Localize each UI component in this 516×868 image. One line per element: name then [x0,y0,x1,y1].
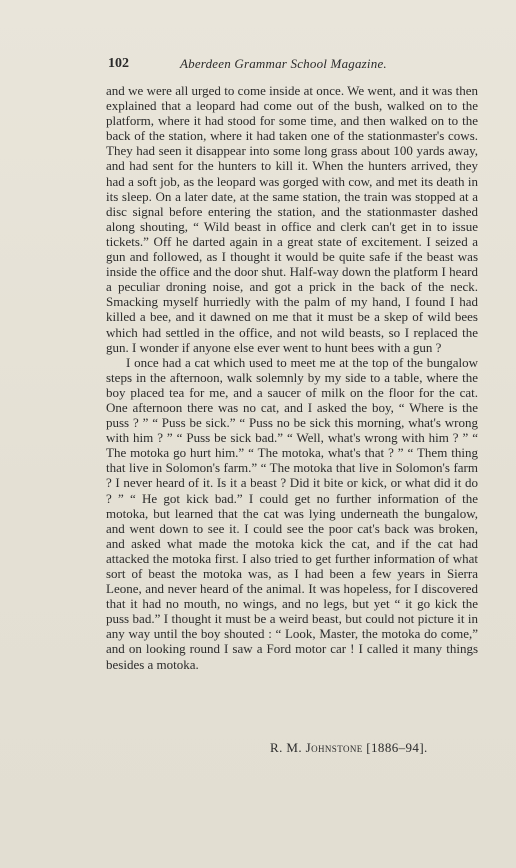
author-name: Johnstone [305,740,363,755]
running-title: Aberdeen Grammar School Magazine. [180,56,387,71]
paragraph-cat-motoka: I once had a cat which used to meet me at the top of the bungalow steps in the afternoon, walk solemnly by my side to a table, where the boy placed tea for me, and a saucer of milk on the floor for the cat. One afternoon there was no cat, and I asked the boy, “ Where is the puss ? ” “ Puss be sick.” “ Puss no be sick this morning, what's wrong with him ? ” “ Puss be sick bad.” “ Well, what's wrong with him ? ” “ The motoka go hurt him.” “ The motoka, what's that ? ” “ Them thing that live in Solomon's farm.” “ The motoka that live in Solomon's farm ? I never heard of it. Is it a beast ? Did it bite or kick, or what did it do ? ” “ He got kick bad.” I could get no further information of the motoka, but learned that the cat was lying underneath the bungalow, and went down to see it. I could see the poor cat's back was broken, and asked what made the motoka kick the cat, and if the cat had attacked the motoka first. I also tried to get further information of what sort of beast the motoka was, as I had been a few years in Sierra Leone, and never heard of the animal. It was hopeless, for I discovered that it had no mouth, no wings, and no legs, but yet “ it go kick the puss bad.” I thought it must be a weird beast, but could not picture it in any way until the boy shouted : “ Look, Master, the motoka do come,” and on looking round I saw a Ford motor car ! I called it many things besides a motoka. [106,354,478,672]
page-number: 102 [108,56,129,71]
page-header [108,56,468,76]
article-body [106,83,478,672]
author-signature [270,740,428,756]
author-initials: R. M. [270,740,302,755]
paragraph-leopard-bees: and we were all urged to come inside at once. We went, and it was then explained that a leopard had come out of the bush, walked on to the platform, where it had stood for some time, and then walked on to the back of the station, where it had taken one of the stationmaster's cows. They had seen it disappear into some long grass about 100 yards away, and had sent for the hunters to kill it. When the hunters arrived, they had a soft job, as the leopard was gorged with cow, and met its death in its sleep. On a later date, at the same station, the train was stopped at a disc signal before entering the station, and the stationmaster dashed along shouting, “ Wild beast in office and clerk can't get in to issue tickets.” Off he darted again in a great state of excitement. I seized a gun and followed, as I thought it would be quite safe if the beast was inside the office and the door shut. Half-way down the platform I heard a peculiar droning noise, and got a prick in the back of the neck. Smacking myself hurriedly with the palm of my hand, I found I had killed a bee, and it dawned on me that it must be a skep of wild bees which had settled in the office, and not wild beasts, so I replaced the gun. I wonder if anyone else ever went to hunt bees with a gun ? [106,83,478,355]
author-years: [1886–94]. [366,740,428,755]
